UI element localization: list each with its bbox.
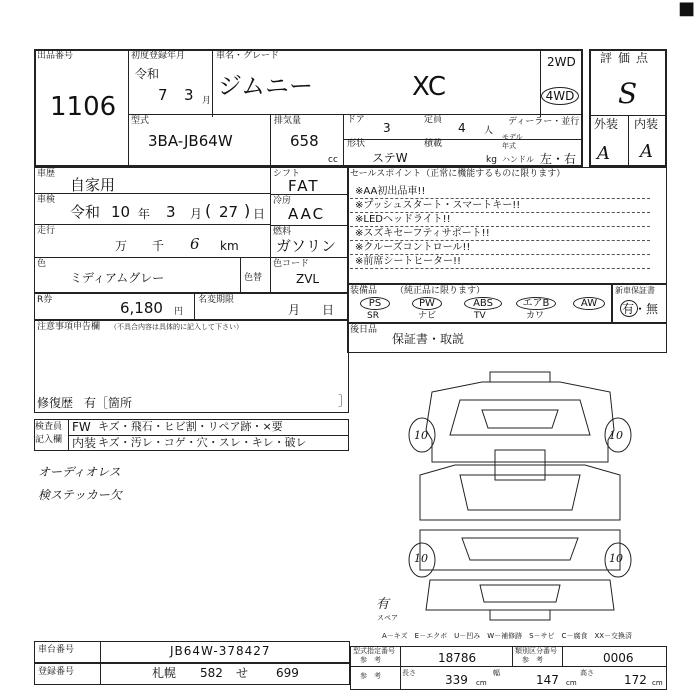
- handwritten-note-2: 検ステッカー欠: [38, 488, 122, 502]
- color-label: 色: [37, 259, 47, 269]
- mileage-sen: 千: [152, 239, 165, 253]
- expiry-month: 月: [288, 303, 301, 317]
- color-code-label: 色コード: [273, 259, 310, 269]
- seats-value: 4: [458, 121, 466, 135]
- shape-label: 形状: [347, 139, 366, 149]
- mileage-unit: km: [220, 239, 239, 253]
- spare-mark: 有: [376, 597, 390, 612]
- first-reg-label: 初度登録年月: [131, 51, 186, 61]
- wid-value: 147: [536, 673, 559, 687]
- recycle-unit: 円: [174, 307, 184, 317]
- drive-4wd: 4WD: [545, 89, 575, 103]
- ext-label: 外装: [594, 117, 619, 131]
- car-diagram: [400, 370, 640, 625]
- disp-value: 658: [290, 132, 319, 150]
- type-value: 3BA-JB64W: [148, 132, 233, 150]
- inspection-year: 10: [111, 203, 131, 221]
- len-unit: cm: [476, 679, 487, 687]
- model-name: ジムニー: [218, 72, 314, 100]
- sales-label: セールスポイント（正常に機能するものに限ります）: [350, 169, 566, 179]
- hei-label: 高さ: [580, 669, 594, 677]
- plate-label: 登録番号: [38, 667, 75, 677]
- int-score: A: [640, 141, 653, 162]
- equip-sr: SR: [367, 311, 379, 321]
- tire-mark-fl: 10: [414, 429, 428, 442]
- type-label: 型式: [131, 116, 150, 126]
- inspection-era: 令和: [70, 203, 101, 221]
- repair-label: 修復歴: [37, 396, 74, 410]
- color-change-label: 色替: [244, 273, 263, 283]
- color-code: ZVL: [296, 272, 320, 286]
- ext-score: A: [597, 143, 610, 164]
- warranty-value: 有・無: [622, 302, 659, 316]
- spec-label2: 類別区分番号: [515, 647, 557, 655]
- inspector-row1-tag: FW: [72, 420, 91, 434]
- chassis-value: JB64W-378427: [170, 644, 271, 658]
- corner-mark: ■: [678, 0, 696, 19]
- sales-item: ※クルーズコントロール!!: [355, 242, 471, 253]
- equip-tv: TV: [474, 311, 486, 321]
- damage-legend: A－キズ E－エクボ U－凹み W－補修跡 S－サビ C－腐食 XX－交換済: [382, 632, 633, 640]
- seats-label: 定員: [424, 115, 443, 125]
- tire-mark-rl: 10: [414, 552, 428, 565]
- warranty-circle: [620, 300, 638, 317]
- plate-num: 699: [276, 666, 299, 680]
- equip-pw: PW: [412, 297, 442, 310]
- dealer-label: ディーラー・並行: [508, 117, 580, 127]
- handle-value: 左・右: [540, 152, 577, 166]
- fuel-label: 燃料: [273, 227, 292, 237]
- model-year-label1: モデル: [502, 133, 523, 141]
- notes-box: [34, 320, 349, 413]
- inspector-label1: 検査員: [35, 422, 63, 432]
- inspector-row1: キズ・飛石・ヒビ割・リペア跡・×要: [98, 420, 283, 433]
- plate-kana: せ: [236, 666, 249, 680]
- mileage-man: 万: [115, 239, 128, 253]
- first-reg-month: 3: [184, 86, 194, 104]
- disp-label: 排気量: [274, 116, 302, 126]
- load-unit: kg: [486, 155, 497, 165]
- spare-label: スペア: [377, 614, 398, 622]
- handle-label: ハンドル: [502, 155, 534, 164]
- spec-value1: 18786: [438, 651, 477, 665]
- paren-close: ): [244, 201, 251, 220]
- seats-unit: 人: [484, 126, 494, 136]
- equip-airbag: エアB: [516, 297, 556, 310]
- history-value: 自家用: [70, 176, 116, 194]
- model-label: 車名・グレード: [216, 51, 280, 61]
- equip-note: （純正品に限ります）: [395, 286, 486, 296]
- plate-area: 札幌: [152, 666, 177, 680]
- tire-mark-rr: 10: [609, 552, 623, 565]
- tire-mark-fr: 10: [609, 429, 623, 442]
- inspector-label2: 記入欄: [35, 435, 63, 445]
- ac-value: AAC: [288, 205, 326, 223]
- inspector-row2: キズ・汚レ・コゲ・穴・スレ・キレ・破レ: [98, 436, 307, 449]
- rating-label: 評価点: [600, 51, 655, 65]
- paren-open: (: [205, 201, 212, 220]
- spec-value2: 0006: [603, 651, 634, 665]
- drive-4wd-circled: [541, 87, 579, 105]
- inspection-day: 27: [219, 203, 239, 221]
- repair-close: ］: [338, 394, 351, 408]
- disp-unit: cc: [328, 155, 338, 165]
- wid-unit: cm: [566, 679, 577, 687]
- notes-sub: （不具合内容は具体的に記入して下さい）: [110, 323, 243, 331]
- expiry-label: 名変期限: [198, 295, 235, 305]
- int-label: 内装: [634, 117, 659, 131]
- equip-ps: PS: [360, 297, 390, 310]
- inspection-y: 年: [138, 207, 151, 221]
- warranty-label: 新車保証書: [615, 286, 655, 295]
- grade: XC: [412, 72, 447, 102]
- model-year-label2: 年式: [502, 142, 516, 150]
- inspection-m: 月: [190, 207, 203, 221]
- plate-class: 582: [200, 666, 223, 680]
- lot-label: 出品番号: [37, 51, 74, 61]
- load-label: 積載: [424, 139, 443, 149]
- later-label: 後日品: [350, 325, 378, 335]
- inspection-month: 3: [166, 203, 176, 221]
- inspector-row2-tag: 内装: [72, 436, 97, 450]
- sales-item: ※プッシュスタート・スマートキー!!: [355, 200, 521, 211]
- recycle-label: R券: [37, 295, 53, 305]
- color-value: ミディアムグレー: [70, 271, 165, 285]
- inspection-label: 車検: [37, 195, 56, 205]
- len-label: 長さ: [402, 669, 416, 677]
- chassis-label: 車台番号: [38, 645, 75, 655]
- sales-item: ※AA初出品車!!: [355, 186, 426, 197]
- mileage-label: 走行: [37, 226, 56, 236]
- equip-navi: ナビ: [418, 311, 437, 321]
- ac-label: 冷房: [273, 196, 292, 206]
- sales-item: ※スズキセーフティサポート!!: [355, 228, 490, 239]
- equip-leather: カワ: [526, 311, 545, 321]
- lot-number: 1106: [50, 92, 117, 122]
- hei-unit: cm: [652, 679, 663, 687]
- shift-value: FAT: [288, 177, 320, 195]
- equip-abs: ABS: [464, 297, 502, 310]
- spec-label1b: 参 考: [360, 656, 381, 664]
- fuel-value: ガソリン: [276, 237, 337, 255]
- plate-row: [34, 663, 350, 685]
- sales-item: ※前席シートヒーター!!: [355, 256, 461, 267]
- hei-value: 172: [624, 673, 647, 687]
- doors-label: ドア: [347, 115, 365, 125]
- handwritten-note-1: オーディオレス: [38, 465, 121, 479]
- drive-2wd: 2WD: [547, 55, 576, 69]
- dim-label: 参 考: [360, 672, 381, 680]
- spec-label1: 型式指定番号: [353, 647, 395, 655]
- doors-value: 3: [383, 121, 391, 135]
- equip-aw: AW: [573, 297, 605, 310]
- later-value: 保証書・取説: [392, 332, 465, 346]
- len-value: 339: [445, 673, 468, 687]
- recycle-value: 6,180: [120, 299, 163, 317]
- wid-label: 幅: [493, 669, 500, 677]
- expiry-day: 日: [322, 303, 335, 317]
- repair-value: 有［箇所: [84, 396, 133, 410]
- spec-label2b: 参 考: [522, 656, 543, 664]
- recycle-row: [34, 293, 349, 320]
- history-label: 車歴: [37, 169, 56, 179]
- rating-score: S: [618, 77, 638, 110]
- equip-label: 装備品: [350, 286, 378, 296]
- first-reg-era: 令和: [135, 67, 160, 81]
- shift-label: シフト: [273, 169, 301, 179]
- notes-label: 注意事項申告欄: [37, 322, 101, 332]
- inspection-d: 日: [253, 207, 266, 221]
- sales-item: ※LEDヘッドライト!!: [355, 214, 451, 225]
- first-reg-month-unit: 月: [202, 96, 212, 106]
- shape-value: ステW: [372, 151, 408, 165]
- mileage-value: 6: [190, 235, 200, 253]
- first-reg-year: 7: [158, 86, 168, 104]
